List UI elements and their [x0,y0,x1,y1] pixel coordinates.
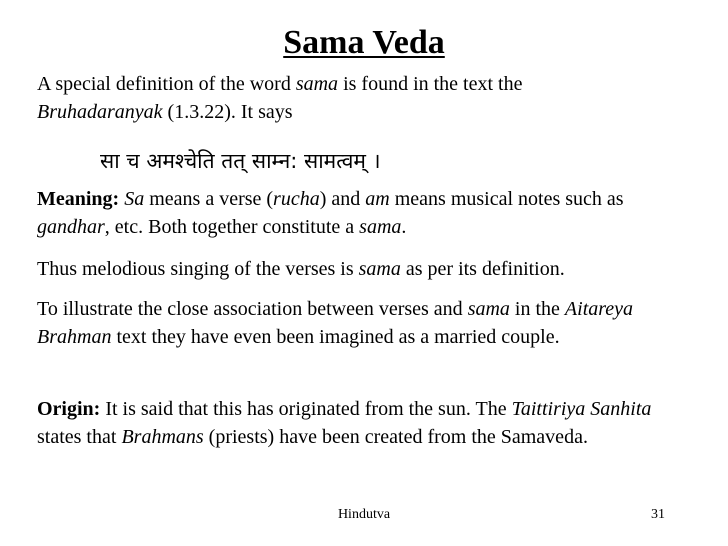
meaning-term-sa: Sa [124,188,145,210]
association-text-2: in the [509,298,565,320]
meaning-term-gandhar: gandhar [37,215,105,238]
origin-term-taittiriya: Taittiriya Sanhita [511,398,652,420]
meaning-paragraph [37,186,697,241]
association-term-aitareya: Aitareya Brahman [37,298,634,348]
origin-text-2: states that [37,425,122,448]
meaning-text-4: , etc. Both together constitute a [104,215,360,238]
intro-term-sama: sama [295,73,339,95]
sanskrit-verse: सा च अमश्चेति तत् साम्न: सामत्वम् । [100,149,381,173]
page-number: 31 [651,507,665,522]
origin-text-3: (priests) have been created from the Samaveda. [203,425,588,448]
slide-title: Sama Veda [283,24,445,61]
intro-text-3: (1.3.22). It says [162,100,293,123]
singing-text-1: Thus melodious singing of the verses is [37,258,359,280]
meaning-text-2: ) and [319,188,366,210]
meaning-term-am: am [365,188,390,210]
meaning-label: Meaning: [37,188,120,210]
intro-paragraph [37,71,697,126]
meaning-term-rucha: rucha [273,188,320,210]
intro-text-2: is found in the text the [338,73,523,95]
origin-label: Origin: [37,398,101,420]
origin-paragraph [37,396,697,451]
meaning-term-sama: sama [359,215,402,238]
intro-text-1: A special definition of the word [37,73,296,95]
singing-text-2: as per its definition. [400,258,565,280]
association-text-3: text they have even been imagined as a married couple. [111,325,560,348]
association-term-sama: sama [467,298,510,320]
meaning-text-5: . [401,215,407,238]
origin-term-brahmans: Brahmans [121,425,204,448]
meaning-text-1: means a verse ( [144,188,274,210]
intro-term-bruhadaranyak: Bruhadaranyak [37,100,163,123]
singing-term-sama: sama [358,258,401,280]
origin-text-1: It is said that this has originated from the sun. The [100,398,512,420]
footer-label: Hindutva [337,507,391,522]
singing-paragraph [37,256,697,284]
association-text-1: To illustrate the close association between verses and [37,298,468,320]
association-paragraph [37,296,697,351]
meaning-text-3: means musical notes such as [389,188,624,210]
